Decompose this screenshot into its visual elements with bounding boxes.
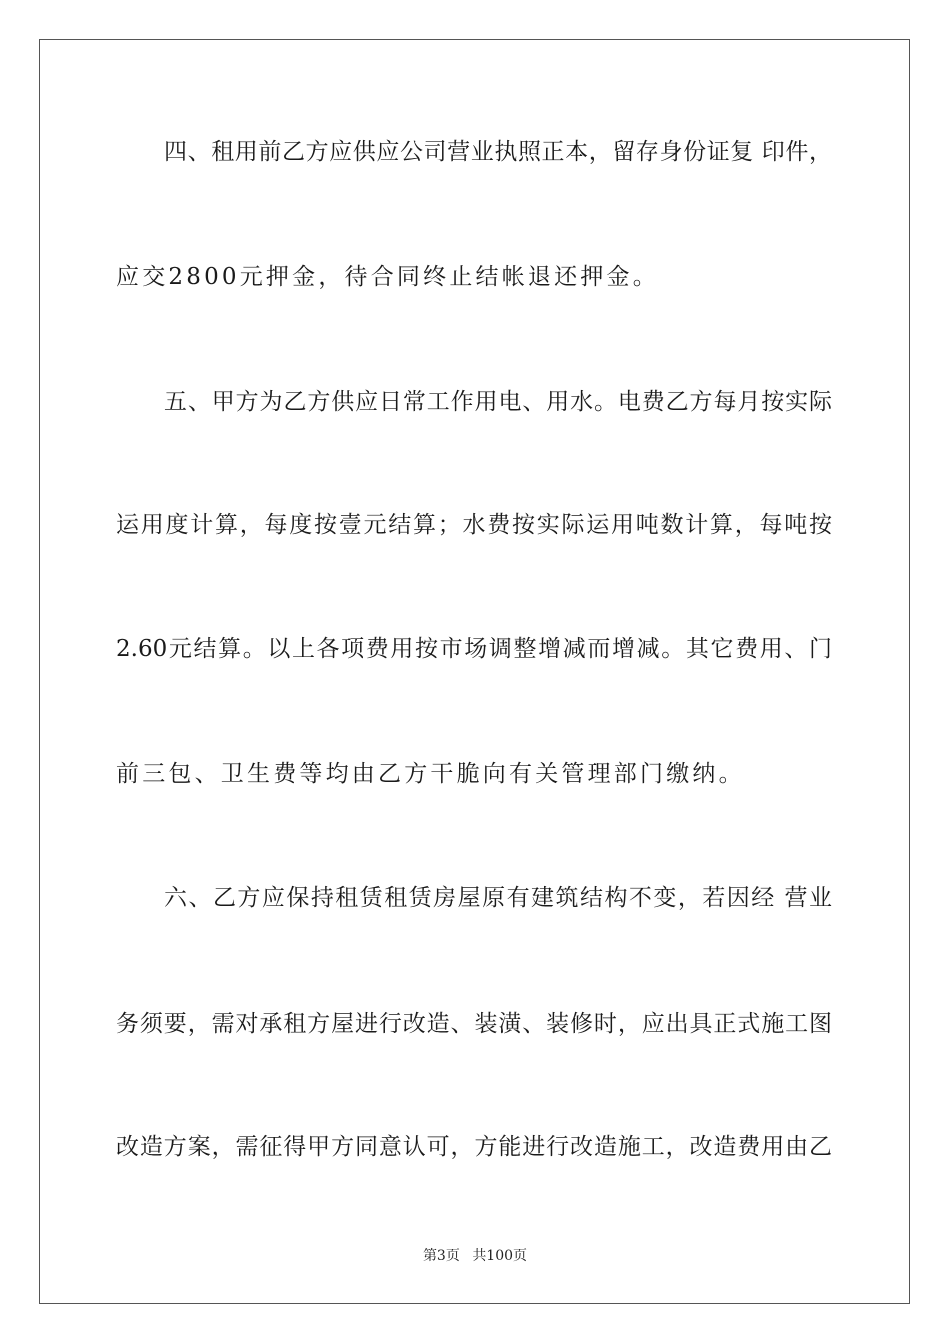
paragraph-5-line-3: 2.60元结算。以上各项费用按市场调整增减而增减。其它费用、门 [116,636,832,662]
page-number: 第3页 [422,1248,460,1264]
page-border [39,39,910,1304]
paragraph-4-line-2: 应交2800元押金，待合同终止结帐退还押金。 [116,264,659,290]
paragraph-6-line-1: 六、乙方应保持租赁租赁房屋原有建筑结构不变，若因经 营业 [164,885,832,911]
page-footer [0,1247,950,1265]
page-total: 共100页 [472,1248,528,1264]
paragraph-5-line-4: 前三包、卫生费等均由乙方干脆向有关管理部门缴纳。 [116,761,745,787]
paragraph-6-line-2: 务须要，需对承租方屋进行改造、装潢、装修时，应出具正式施工图 [116,1011,832,1037]
paragraph-5-line-1: 五、甲方为乙方供应日常工作用电、用水。电费乙方每月按实际 [164,389,832,415]
paragraph-4-line-1: 四、租用前乙方应供应公司营业执照正本，留存身份证复 印件， [164,139,832,165]
paragraph-5-line-2: 运用度计算，每度按壹元结算；水费按实际运用吨数计算，每吨按 [116,512,832,538]
paragraph-6-line-3: 改造方案，需征得甲方同意认可，方能进行改造施工，改造费用由乙 [116,1134,832,1160]
